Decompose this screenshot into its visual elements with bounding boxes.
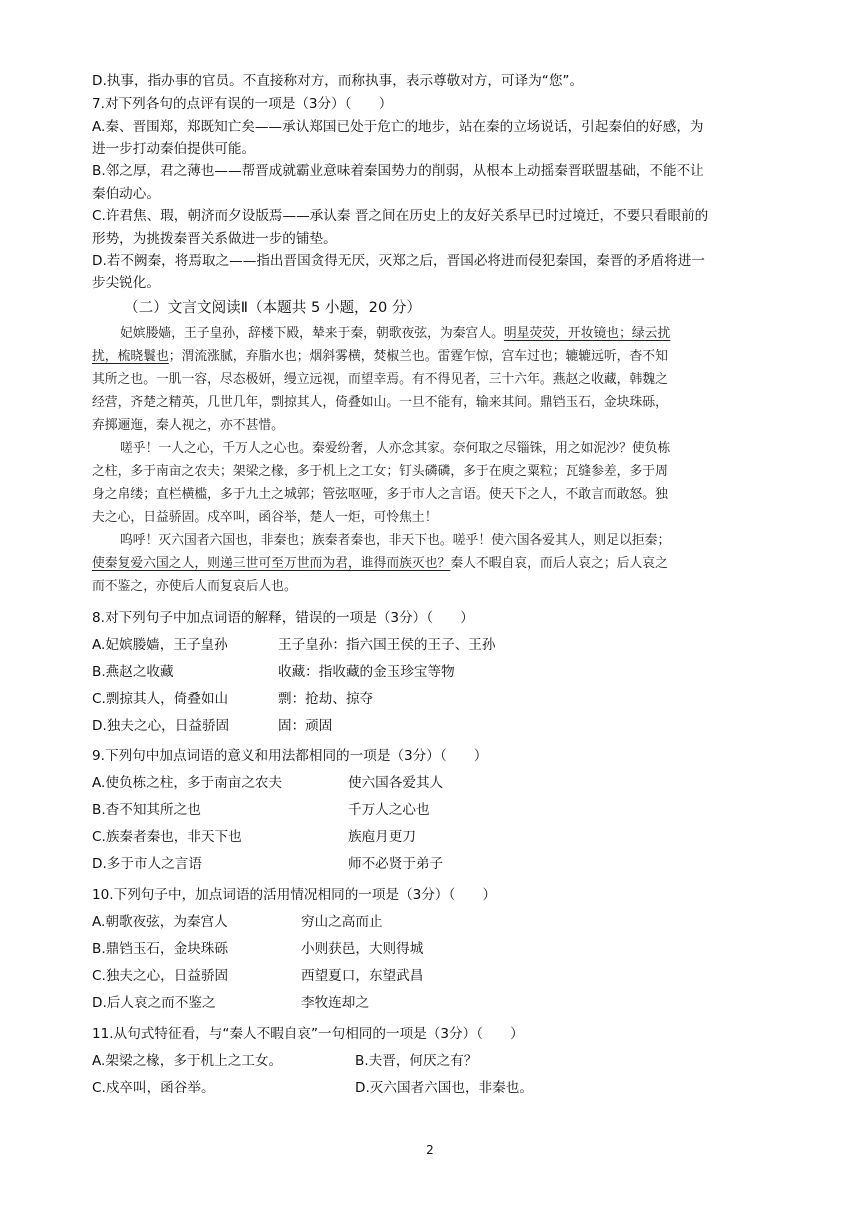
q9-option-c-right: 族庖月更刀	[348, 829, 416, 845]
passage-line: 身之帛缕；直栏横槛，多于九土之城郭；管弦呕哑，多于市人之言语。使天下之人，不敢言而敢怒。独	[92, 487, 668, 502]
q8-option-d-right: 固：顽固	[278, 718, 333, 734]
q8-option-b-right: 收藏：指收藏的金玉珍宝等物	[278, 664, 455, 680]
q7-option-c-line1: C.许君焦、瑕，朝济而夕设版焉——承认秦 晋之间在历史上的友好关系早已时过境迁，不要只看眼前的	[92, 208, 709, 224]
q9-option-c-left: C.族秦者秦也，非天下也	[92, 829, 242, 845]
q10-option-a-right: 穷山之高而止	[301, 914, 383, 930]
passage-line: 弃掷逦迤，秦人视之，亦不甚惜。	[92, 418, 284, 433]
q10-option-a-left: A.朝歌夜弦，为秦宫人	[92, 914, 228, 930]
q7-option-b-line2: 秦伯动心。	[92, 186, 160, 202]
q7-option-c-line2: 形势，为挑拨秦晋关系做进一步的铺垫。	[92, 231, 337, 247]
q10-option-c-right: 西望夏口，东望武昌	[301, 968, 424, 984]
q9-option-a-left: A.使负栋之柱，多于南亩之农夫	[92, 775, 283, 791]
q7-option-a-line1: A.秦、晋围郑，郑既知亡矣——承认郑国已处于危亡的地步，站在秦的立场说话，引起秦伯的好感，为	[92, 119, 704, 135]
q10-stem: 10.下列句子中，加点词语的活用情况相同的一项是（3分）（ ）	[92, 887, 497, 903]
q10-option-b-left: B.鼎铛玉石，金块珠砾	[92, 941, 228, 957]
q9-option-b-left: B.杳不知其所之也	[92, 802, 201, 818]
passage-line: 之柱，多于南亩之农夫；架梁之椽，多于机上之工女；钉头磷磷，多于在庾之粟粒；瓦缝参差，多于周	[92, 464, 668, 479]
q7-option-d-line2: 步尖锐化。	[92, 275, 160, 291]
passage-line: 呜呼！灭六国者六国也，非秦也；族秦者秦也，非天下也。嗟乎！使六国各爱其人，则足以拒秦；	[120, 533, 671, 548]
q11-option-a: A.架梁之椽，多于机上之工女。	[92, 1053, 283, 1069]
q9-option-a-right: 使六国各爱其人	[348, 775, 444, 791]
passage-line: 其所之也。一肌一容，尽态极妍，缦立远视，而望幸焉。有不得见者，三十六年。燕赵之收藏，韩魏之	[92, 372, 668, 387]
passage-line: 扰，梳晓鬟也；渭流涨腻，弃脂水也；烟斜雾横，焚椒兰也。雷霆乍惊，宫车过也；辘辘远听，杳不知	[92, 349, 668, 364]
passage-line: 嗟乎！一人之心，千万人之心也。秦爱纷奢，人亦念其家。奈何取之尽锱铢，用之如泥沙？使负栋	[120, 441, 671, 456]
section-heading: （二）文言文阅读Ⅱ（本题共 5 小题，20 分）	[124, 299, 422, 316]
q8-option-b-left: B.燕赵之收藏	[92, 664, 174, 680]
page-number: 2	[426, 1143, 434, 1157]
passage-line: 使秦复爱六国之人，则递三世可至万世而为君，谁得而族灭也？秦人不暇自哀，而后人哀之；后人哀之	[92, 556, 668, 571]
q10-option-d-left: D.后人哀之而不鉴之	[92, 995, 216, 1011]
passage-line: 妃嫔媵嫱，王子皇孙，辞楼下殿，辇来于秦，朝歌夜弦，为秦宫人。明星荧荧，开妆镜也；绿云扰	[120, 326, 671, 341]
q7-stem: 7.对下列各句的点评有误的一项是（3分）（ ）	[92, 96, 393, 112]
passage-line: 经营，齐楚之精英，几世几年，剽掠其人，倚叠如山。一旦不能有，输来其间。鼎铛玉石，金块珠砾，	[92, 395, 668, 410]
q10-option-b-right: 小则获邑，大则得城	[301, 941, 424, 957]
q11-option-b: B.夫晋，何厌之有？	[355, 1053, 478, 1069]
q10-option-c-left: C.独夫之心，日益骄固	[92, 968, 229, 984]
q9-option-b-right: 千万人之心也	[348, 802, 430, 818]
q11-option-c: C.戍卒叫，函谷举。	[92, 1080, 215, 1096]
passage-line: 夫之心，日益骄固。戍卒叫，函谷举，楚人一炬，可怜焦土！	[92, 510, 438, 525]
q8-option-d-left: D.独夫之心，日益骄固	[92, 718, 230, 734]
q9-option-d-right: 师不必贤于弟子	[348, 856, 444, 872]
q7-option-a-line2: 进一步打动秦伯提供可能。	[92, 141, 256, 157]
q7-option-b-line1: B.邻之厚，君之薄也——帮晋成就霸业意味着秦国势力的削弱，从根本上动摇秦晋联盟基础，不能不让	[92, 163, 704, 179]
q6-option-d: D.执事，指办事的官员。不直接称对方，而称执事，表示尊敬对方，可译为“您”。	[92, 73, 584, 89]
q11-stem: 11.从句式特征看，与“秦人不暇自哀”一句相同的一项是（3分）（ ）	[92, 1026, 524, 1042]
q8-option-a-right: 王子皇孙：指六国王侯的王子、王孙	[278, 637, 496, 653]
q8-option-c-left: C.剽掠其人，倚叠如山	[92, 691, 229, 707]
q9-option-d-left: D.多于市人之言语	[92, 856, 202, 872]
q8-option-c-right: 剽：抢劫、掠夺	[278, 691, 374, 707]
q8-stem: 8.对下列句子中加点词语的解释，错误的一项是（3分）（ ）	[92, 610, 474, 626]
q9-stem: 9.下列句中加点词语的意义和用法都相同的一项是（3分）（ ）	[92, 748, 488, 764]
q8-option-a-left: A.妃嫔媵嫱，王子皇孙	[92, 637, 228, 653]
q10-option-d-right: 李牧连却之	[301, 995, 369, 1011]
q11-option-d: D.灭六国者六国也，非秦也。	[355, 1080, 533, 1096]
q7-option-d-line1: D.若不阙秦，将焉取之——指出晋国贪得无厌，灭郑之后，晋国必将进而侵犯秦国，秦晋的矛盾将进一	[92, 253, 705, 269]
passage-line: 而不鉴之，亦使后人而复哀后人也。	[92, 579, 297, 594]
